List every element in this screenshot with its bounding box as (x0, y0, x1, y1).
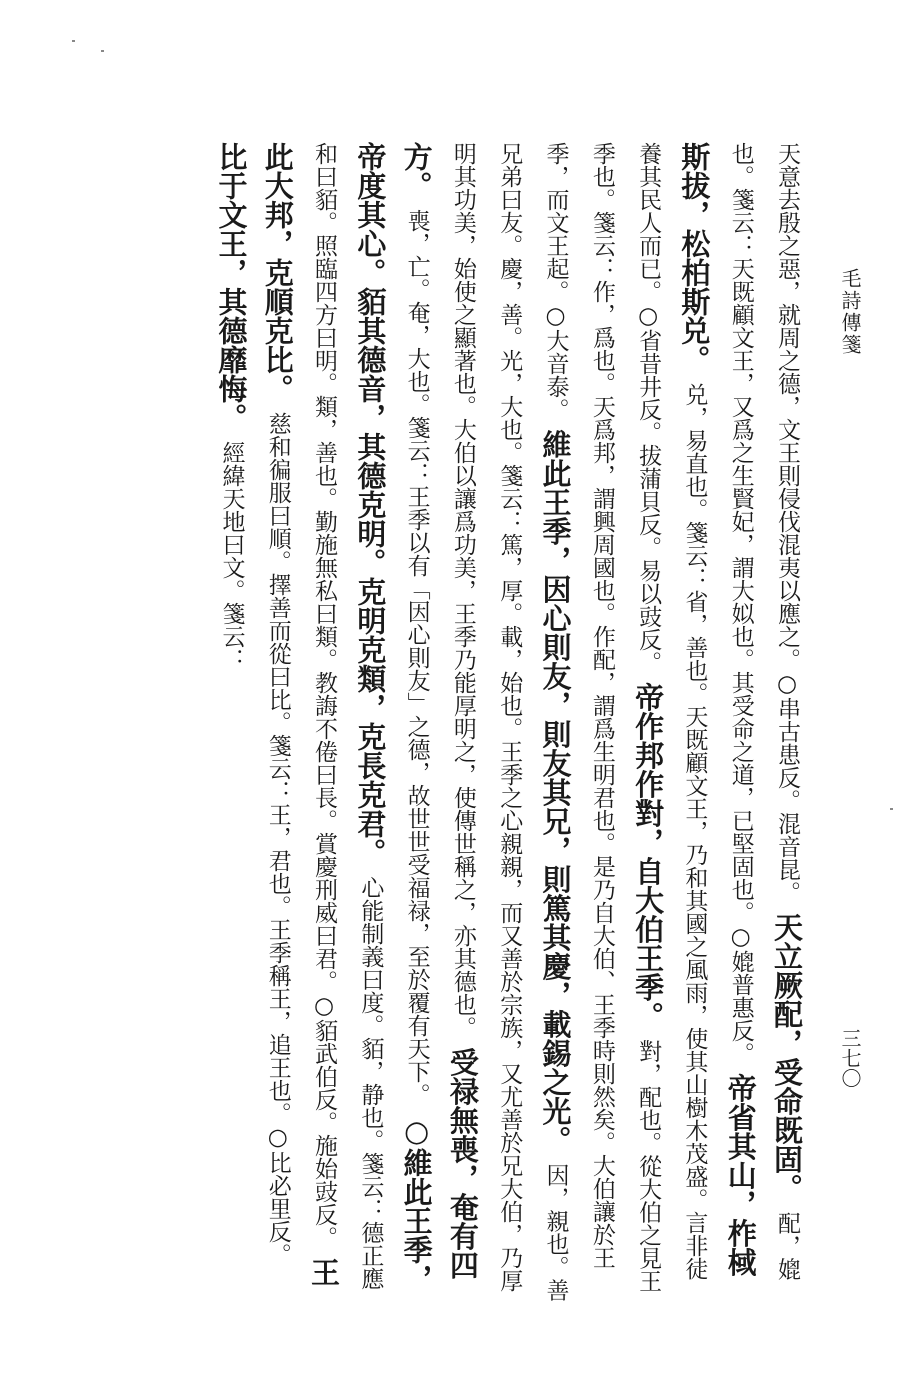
text-segment: 受禄無喪，奄有四方。 (399, 142, 480, 1280)
text-segment: 天立厥配，受命既固。 (770, 912, 804, 1203)
text-segment: 天意去殷之惡，就周之德，文王則侵伐混夷以應之。○串古患反。混音昆。 (774, 142, 800, 904)
text-segment: 帝省其山，柞棫斯拔，松柏斯兑。 (677, 142, 758, 1277)
text-segment: 喪，亡。奄，大也。箋云：王季以有「因心則友」之德，故世世受福禄，至於覆有天下。 (403, 208, 430, 1106)
scan-speck (890, 808, 893, 810)
body-text (100, 142, 810, 1302)
text-segment: 帝作邦作對，自大伯王季。 (631, 682, 666, 1031)
text-segment: 心能制義曰度。貊，静也。箋云：德正應和曰貊。照臨四方曰明。類，善也。勤施無私曰類。教誨不倦曰長。賞慶刑威曰君。○貊武伯反。施始豉反。 (311, 142, 384, 1290)
scan-speck (72, 40, 75, 42)
text-segment: ○維此王季，帝度其心。貊其德音，其德克明。克明克類，克長克君。 (353, 142, 434, 1294)
text-segment: 配，媲也。箋云：天既顧文王，又爲之生賢妃，謂大姒也。其受命之道，已堅固也。○媲普惠反。 (727, 142, 800, 1281)
text-segment: 因，親也。善兄弟曰友。慶，善。光，大也。箋云：篤，厚。載，始也。王季之心親親，而又善於宗族，又尤善於兄大伯，乃厚明其功美，始使之顯著也。大伯以讓爲功美，王季乃能厚明之，使傳世稱之，亦其德也。 (449, 142, 569, 1302)
text-segment: 王此大邦，克順克比。 (260, 142, 342, 1287)
text-segment: 兑，易直也。箋云：省，善也。天既顧文王，乃和其國之風雨，使其山樹木茂盛。言非徒養其民人而已。○省昔井反。拔蒲貝反。易以豉反。 (635, 142, 708, 1280)
text-segment: 維此王季，因心則友，則友其兄，則篤其慶，載錫之光。 (538, 429, 573, 1155)
page-number: 三七〇 (838, 1028, 862, 1088)
running-title: 毛詩傳箋 (838, 268, 862, 356)
text-segment: 對，配也。從大伯之見王季也。箋云：作，爲也。天爲邦，謂興周國也。作配，謂爲生明君也。是乃自大伯、王季時則然矣。大伯讓於王季，而文王起。○大音泰。 (542, 142, 662, 1293)
text-segment: 比于文王，其德靡悔。 (214, 142, 249, 432)
text-segment: 慈和徧服曰順。擇善而從曰比。箋云：王，君也。王季稱王，追王也。○比必里反。 (264, 411, 291, 1266)
scan-speck (101, 50, 104, 52)
text-segment: 經緯天地曰文。箋云： (218, 440, 245, 671)
